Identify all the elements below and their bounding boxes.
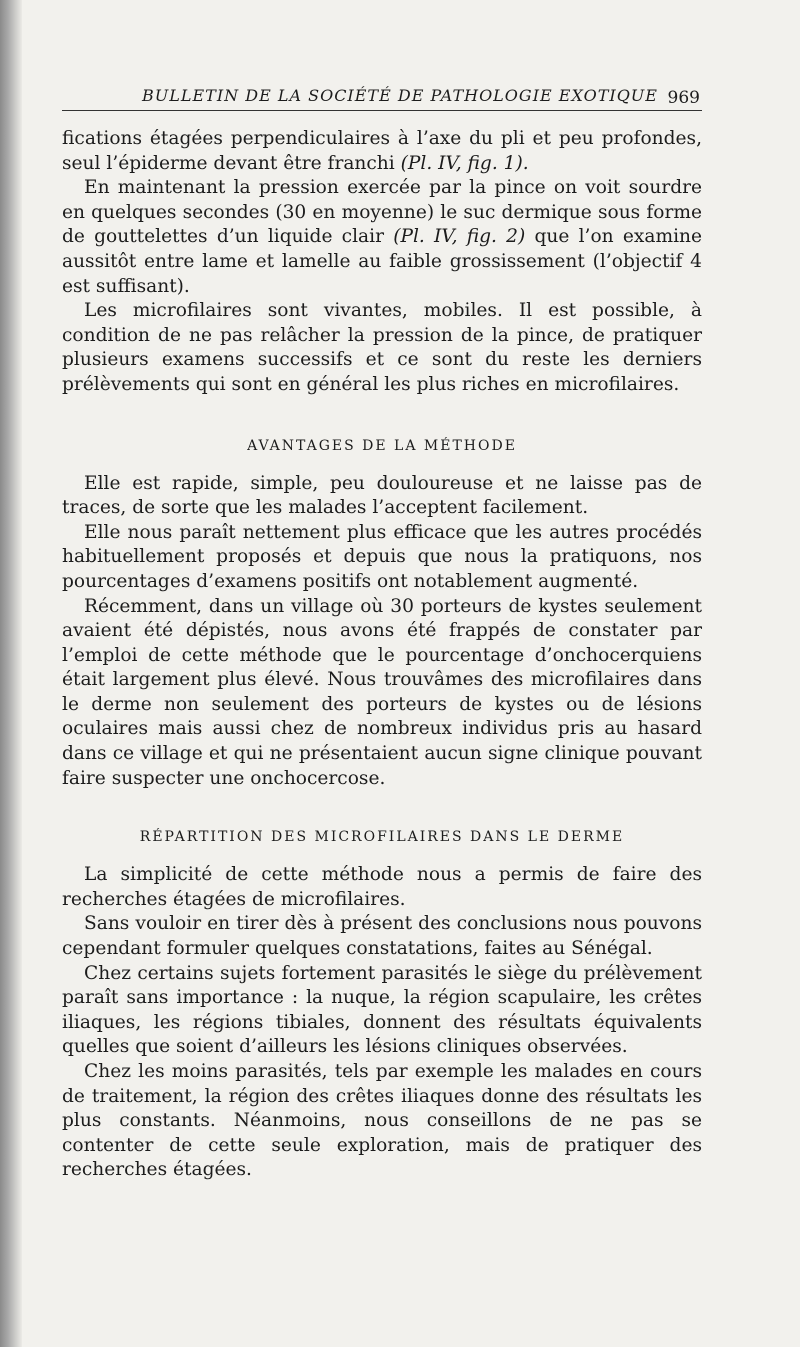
plate-reference: (Pl. IV, fig. 1). <box>400 152 529 174</box>
paragraph-text: que l’on examine aussitôt entre lame et lamelle au faible grossissement (l’objectif 4 est suffisant). <box>62 226 703 297</box>
paragraph: Sans vouloir en tirer dès à présent des conclusions nous pouvons cependant formuler quelques constatations, faites au Sénégal. <box>62 913 702 960</box>
journal-title: BULLETIN DE LA SOCIÉTÉ DE PATHOLOGIE EXOTIQUE <box>142 86 658 105</box>
section-heading-repartition: RÉPARTITION DES MICROFILAIRES DANS LE DERME <box>139 829 625 846</box>
paragraph: Elle nous paraît nettement plus efficace que les autres procédés habituellement proposés et depuis que nous la pratiquons, nos pourcentages d’examens positifs ont notablement augmenté. <box>62 521 702 592</box>
paragraph: Chez les moins parasités, tels par exemple les malades en cours de traitement, la région des crêtes iliaques donne des résultats les plus constants. Néanmoins, nous conseillons de ne pas se contenter de cette seule exploration, mais de pratiquer des recherches étagées. <box>62 1061 702 1181</box>
paragraph-microfilaires: Les microfilaires sont vivantes, mobiles. Il est possible, à condition de ne pas relâcher la pression de la pince, de pratiquer plusieurs examens successifs et ce sont du reste les derniers prélèvements qui sont en général les plus riches en microfilaires. <box>62 300 702 395</box>
page-edge-shadow <box>0 0 22 1347</box>
section-heading-avantages: AVANTAGES DE LA MÉTHODE <box>247 437 517 454</box>
paragraph-pression <box>62 176 702 299</box>
article-body <box>62 127 702 1183</box>
paragraph: Récemment, dans un village où 30 porteurs de kystes seulement avaient été dépistés, nous avons été frappés de constater par l’emploi de cette méthode que le pourcentage d’onchocerquiens était largement plus élevé. Nous trouvâmes des microfilaires dans le derme non seulement des porteurs de kystes ou de lésions oculaires mais aussi chez de nombreux individus pris au hasard dans ce village et qui ne présentaient aucun signe clinique pouvant faire suspecter une onchocercose. <box>62 595 702 789</box>
paragraph-text: En maintenant la pression exercée par la pince on voit sourdre en quelques secondes (30 en moyenne) le suc dermique sous forme de gouttelettes d’un liquide clair <box>62 177 702 248</box>
paragraph-continuation <box>62 127 702 176</box>
journal-page <box>62 80 702 1183</box>
paragraph: Chez certains sujets fortement parasités le siège du prélèvement paraît sans importance : la nuque, la région scapulaire, les crêtes iliaques, les régions tibiales, donnent des résultats équivalents quelles que soient d’ailleurs les lésions cliniques observées. <box>62 962 702 1058</box>
plate-reference: (Pl. IV, fig. 2) <box>393 226 526 248</box>
paragraph: La simplicité de cette méthode nous a permis de faire des recherches étagées de microfilaires. <box>62 864 702 910</box>
running-header <box>62 80 702 111</box>
paragraph-text: fications étagées perpendiculaires à l’axe du pli et peu profondes, seul l’épiderme devant être franchi <box>62 128 702 174</box>
paragraph: Elle est rapide, simple, peu douloureuse et ne laisse pas de traces, de sorte que les malades l’acceptent facilement. <box>62 472 702 519</box>
page-number: 969 <box>667 88 700 108</box>
